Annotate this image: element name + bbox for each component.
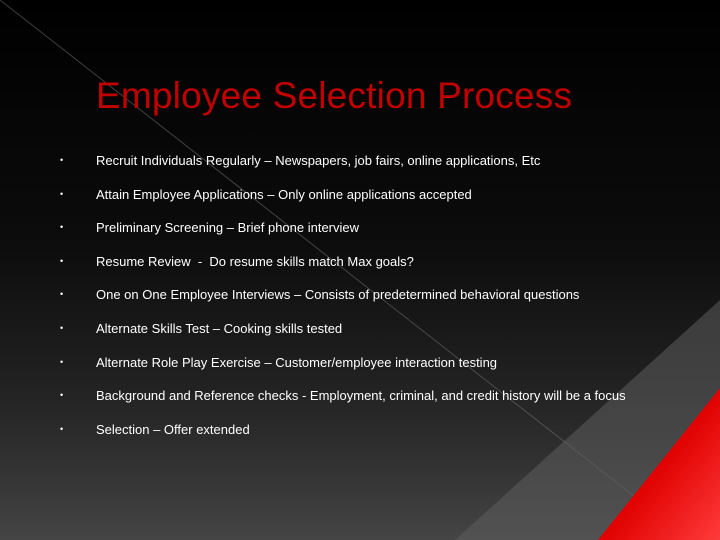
list-item: [60, 253, 640, 270]
bullet-point-icon: •: [60, 289, 64, 300]
bullet-text: Background and Reference checks - Employment, criminal, and credit history will be a focus: [96, 388, 626, 404]
bullet-list: [60, 152, 640, 454]
list-item: [60, 186, 640, 203]
list-item: [60, 152, 640, 169]
bullet-text: Selection – Offer extended: [96, 421, 250, 437]
bullet-text: One on One Employee Interviews – Consists of predetermined behavioral questions: [96, 287, 580, 303]
bullet-text: Resume Review - Do resume skills match Max goals?: [96, 253, 414, 269]
list-item: [60, 354, 640, 371]
list-item: [60, 286, 640, 303]
bullet-point-icon: •: [60, 322, 64, 333]
list-item: [60, 320, 640, 337]
bullet-point-icon: •: [60, 155, 64, 165]
bullet-text: Alternate Skills Test – Cooking skills tested: [96, 320, 343, 336]
bullet-point-icon: •: [60, 423, 64, 434]
bullet-text: Alternate Role Play Exercise – Customer/employee interaction testing: [96, 354, 498, 370]
bullet-point-icon: •: [60, 188, 64, 199]
bullet-point-icon: •: [60, 222, 64, 233]
list-item: [60, 421, 640, 438]
list-item: [60, 387, 640, 404]
bullet-text: Recruit Individuals Regularly – Newspapers, job fairs, online applications, Etc: [96, 153, 541, 168]
slide-title: Employee Selection Process: [96, 75, 573, 116]
bullet-point-icon: •: [60, 390, 64, 401]
bullet-point-icon: •: [60, 255, 64, 266]
bullet-text: Attain Employee Applications – Only online applications accepted: [96, 186, 472, 202]
bullet-point-icon: •: [60, 356, 64, 367]
bullet-text: Preliminary Screening – Brief phone interview: [96, 220, 360, 236]
list-item: [60, 219, 640, 236]
